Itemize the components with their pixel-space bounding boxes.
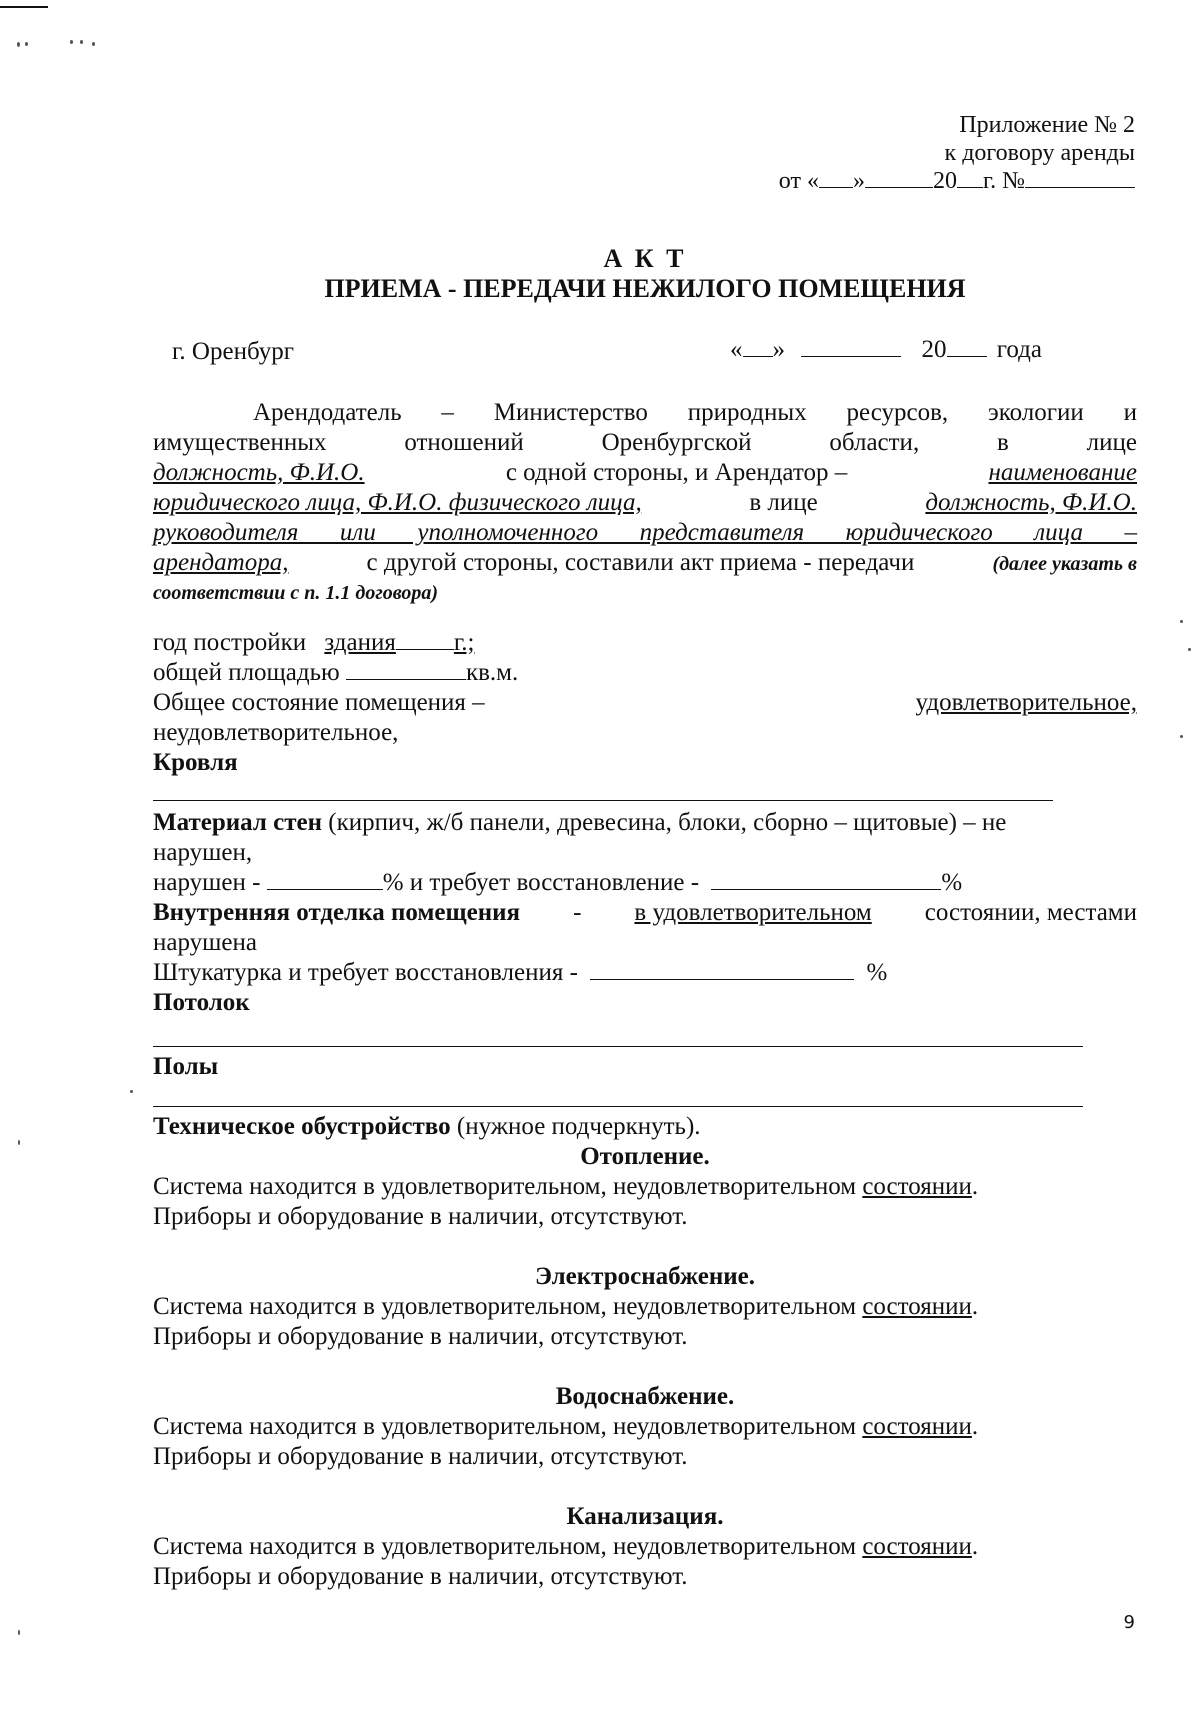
electricity-state: Система находится в удовлетворительном, неудовлетворительном состоянии.	[153, 1293, 979, 1320]
state-line: Общее состояние помещения – удовлетворительное,	[153, 689, 1137, 716]
scan-speck	[70, 40, 73, 44]
scan-speck	[1188, 648, 1191, 651]
water-title: Водоснабжение.	[555, 1383, 735, 1410]
roof-fill-line	[153, 800, 1053, 801]
tech-line: Техническое обустройство (нужное подчеркнуть).	[153, 1113, 701, 1140]
water-state: Система находится в удовлетворительном, неудовлетворительном состоянии.	[153, 1413, 979, 1440]
city: г. Оренбург	[172, 338, 294, 365]
scan-speck	[1180, 735, 1183, 738]
state-line-2: неудовлетворительное,	[153, 719, 399, 746]
build-year-line: год постройки здания г.;	[153, 629, 475, 656]
scan-speck	[1180, 620, 1183, 623]
scan-speck	[25, 42, 28, 46]
scan-speck	[130, 1090, 133, 1093]
scan-speck	[18, 1630, 20, 1635]
intro-line-6: арендатора, с другой стороны, составили акт приема - передачи (далее указать в	[153, 549, 1137, 576]
page-number: 9	[1123, 1612, 1135, 1633]
heating-state: Система находится в удовлетворительном, неудовлетворительном состоянии.	[153, 1173, 979, 1200]
intro-line-2: имущественных отношений Оренбургской области, в лице	[153, 429, 1137, 456]
act-date-line: « » 20 года	[730, 336, 1042, 363]
scan-edge-line	[0, 6, 48, 8]
sewage-title: Канализация.	[566, 1503, 724, 1530]
floors-fill-line	[153, 1106, 1083, 1107]
tenant-position-placeholder: должность, Ф.И.О.	[925, 489, 1137, 516]
appendix-number: Приложение № 2	[959, 112, 1135, 138]
scan-speck	[18, 1140, 20, 1145]
interior-line: Внутренняя отделка помещения - в удовлетворительном состоянии, местами	[153, 899, 1137, 926]
walls-line-2: нарушен,	[153, 839, 253, 866]
scan-speck	[92, 42, 95, 46]
tenant-name-placeholder: наименование	[988, 459, 1137, 486]
intro-line-5: руководителя или уполномоченного представителя юридического лица –	[153, 519, 1137, 546]
scan-speck	[80, 40, 83, 44]
document-subtitle: ПРИЕМА - ПЕРЕДАЧИ НЕЖИЛОГО ПОМЕЩЕНИЯ	[324, 274, 966, 303]
heating-equipment: Приборы и оборудование в наличии, отсутствуют.	[153, 1203, 688, 1230]
ceiling-label: Потолок	[153, 989, 250, 1016]
interior-line-2: нарушена	[153, 929, 257, 956]
roof-label: Кровля	[153, 749, 238, 776]
water-equipment: Приборы и оборудование в наличии, отсутствуют.	[153, 1443, 688, 1470]
appendix-date-line: от « » 20 г. №	[779, 166, 1135, 196]
intro-line-1: Арендодатель – Министерство природных ресурсов, экологии и	[253, 399, 1137, 426]
intro-line-3: должность, Ф.И.О. с одной стороны, и Арендатор – наименование	[153, 459, 1137, 486]
sewage-state: Система находится в удовлетворительном, неудовлетворительном состоянии.	[153, 1533, 979, 1560]
walls-line: Материал стен (кирпич, ж/б панели, древесина, блоки, сборно – щитовые) – не	[153, 809, 1007, 836]
scan-speck	[17, 42, 20, 47]
appendix-contract-ref: к договору аренды	[944, 140, 1135, 166]
heating-title: Отопление.	[580, 1143, 710, 1170]
document-title: А К Т	[603, 244, 687, 273]
electricity-title: Электроснабжение.	[534, 1263, 756, 1290]
area-line: общей площадью кв.м.	[153, 659, 519, 686]
electricity-equipment: Приборы и оборудование в наличии, отсутствуют.	[153, 1323, 688, 1350]
plaster-line: Штукатурка и требует восстановления - %	[153, 959, 888, 986]
walls-line-3: нарушен - % и требует восстановление - %	[153, 869, 963, 896]
intro-line-7: соответствии с п. 1.1 договора)	[153, 582, 439, 604]
floors-label: Полы	[153, 1053, 219, 1080]
landlord-position-placeholder: должность, Ф.И.О.	[153, 459, 365, 486]
sewage-equipment: Приборы и оборудование в наличии, отсутствуют.	[153, 1563, 688, 1590]
intro-line-4: юридического лица, Ф.И.О. физического лица, в лице должность, Ф.И.О.	[153, 489, 1137, 516]
ceiling-fill-line	[153, 1046, 1083, 1047]
